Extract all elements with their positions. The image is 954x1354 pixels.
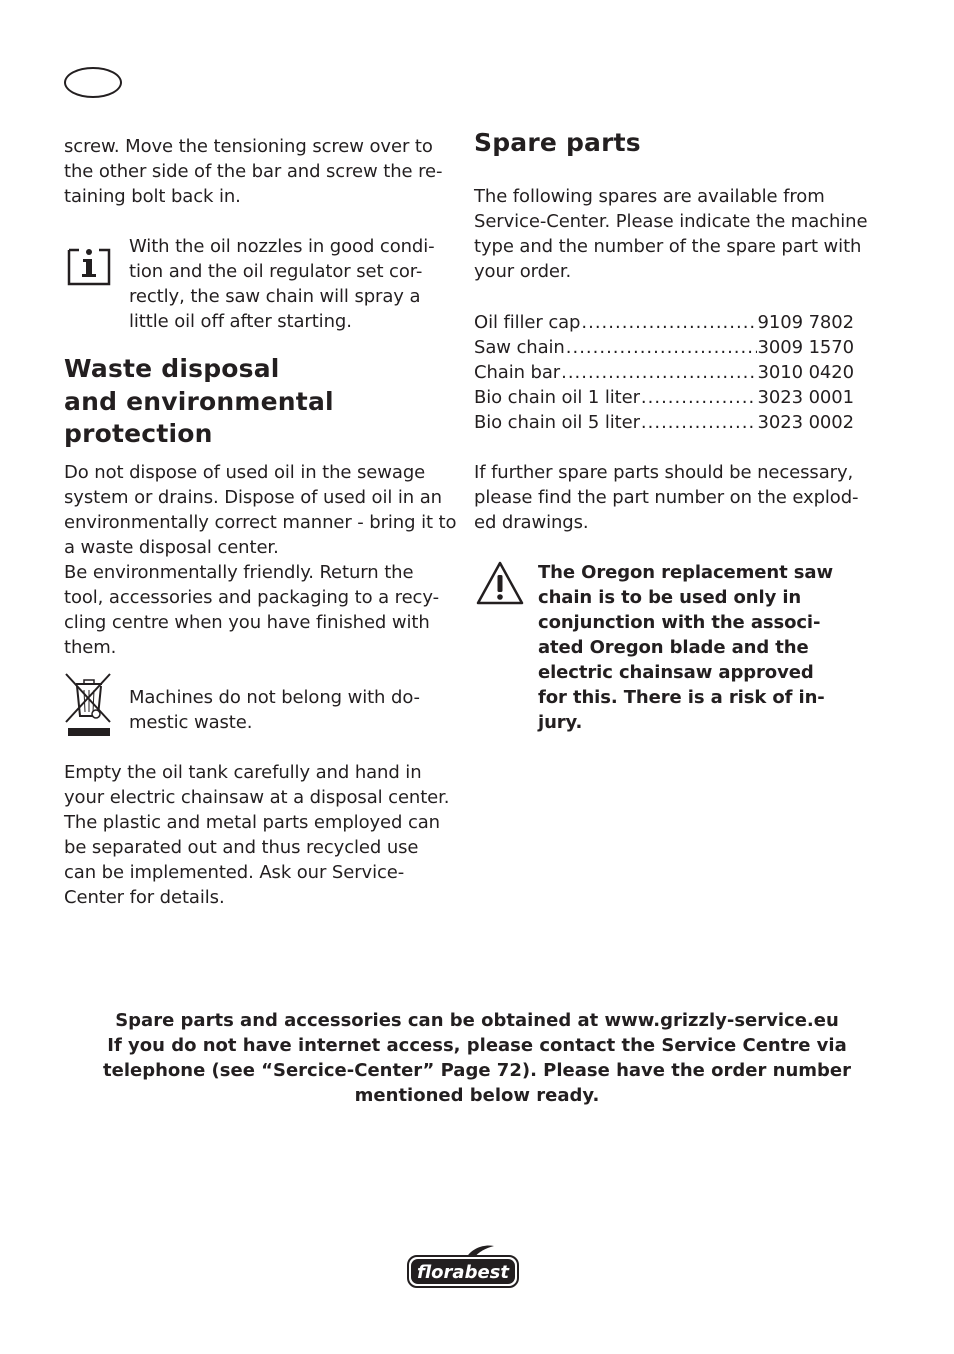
text-line: please find the part number on the explod- xyxy=(474,487,859,508)
heading-line: and environmental xyxy=(64,386,334,416)
leader-dots xyxy=(561,360,756,385)
text-line: mentioned below ready. xyxy=(354,1085,600,1106)
part-row xyxy=(474,410,854,435)
leader-dots xyxy=(566,335,757,360)
text-line: The Oregon replacement saw xyxy=(538,562,833,583)
text-line: electric chainsaw approved xyxy=(538,662,814,683)
text-line: telephone (see “Sercice-Center” Page 72). Please have the order number xyxy=(103,1060,851,1081)
part-name: Oil filler cap xyxy=(474,312,581,333)
text-line: system or drains. Dispose of used oil in an xyxy=(64,487,442,508)
text-line: them. xyxy=(64,637,117,658)
part-number: 3010 0420 xyxy=(757,362,854,383)
text-line: Spare parts and accessories can be obtained at www.grizzly-service.eu xyxy=(115,1010,839,1031)
language-badge xyxy=(64,67,122,98)
heading-line: Waste disposal xyxy=(64,354,280,383)
spare-parts-heading xyxy=(474,127,641,160)
weee-note xyxy=(129,685,420,735)
florabest-logo xyxy=(406,1244,520,1290)
part-row xyxy=(474,310,854,335)
ordering-note xyxy=(40,1008,914,1108)
leader-dots xyxy=(641,410,757,435)
text-line: ated Oregon blade and the xyxy=(538,637,809,658)
crossed-out-bin-icon xyxy=(64,672,114,738)
part-name: Bio chain oil 5 liter xyxy=(474,412,640,433)
text-line: ed drawings. xyxy=(474,512,589,533)
text-line: type and the number of the spare part with xyxy=(474,236,862,257)
text-line: mestic waste. xyxy=(129,712,253,733)
text-line: screw. Move the tensioning screw over to xyxy=(64,136,433,157)
text-line: the other side of the bar and screw the re- xyxy=(64,161,443,182)
text-line: little oil off after starting. xyxy=(129,311,352,332)
part-row xyxy=(474,385,854,410)
further-parts-paragraph xyxy=(474,460,858,535)
text-line: Center for details. xyxy=(64,887,225,908)
text-line: can be implemented. Ask our Service- xyxy=(64,862,405,883)
text-line: If you do not have internet access, please contact the Service Centre via xyxy=(107,1035,847,1056)
text-line: tool, accessories and packaging to a recy- xyxy=(64,587,439,608)
text-line: Do not dispose of used oil in the sewage xyxy=(64,462,426,483)
leader-dots xyxy=(581,310,756,335)
part-name: Bio chain oil 1 liter xyxy=(474,387,640,408)
empty-tank-paragraph xyxy=(64,760,449,910)
info-icon xyxy=(67,244,111,286)
text-line: for this. There is a risk of in- xyxy=(538,687,825,708)
text-line: a waste disposal center. xyxy=(64,537,279,558)
text-line: rectly, the saw chain will spray a xyxy=(129,286,421,307)
text-line: jury. xyxy=(538,712,583,733)
part-number: 3023 0002 xyxy=(757,412,854,433)
warning-note xyxy=(538,560,833,735)
waste-heading xyxy=(64,353,334,451)
logo-text: florabest xyxy=(417,1262,509,1283)
text-line: cling centre when you have finished with xyxy=(64,612,430,633)
text-line: tion and the oil regulator set cor- xyxy=(129,261,423,282)
part-row xyxy=(474,335,854,360)
waste-paragraph xyxy=(64,460,456,660)
part-name: Chain bar xyxy=(474,362,561,383)
text-line: If further spare parts should be necessary, xyxy=(474,462,854,483)
part-number: 9109 7802 xyxy=(757,312,854,333)
parts-list xyxy=(474,310,854,435)
text-line: be separated out and thus recycled use xyxy=(64,837,419,858)
text-line: chain is to be used only in xyxy=(538,587,802,608)
text-line: taining bolt back in. xyxy=(64,186,241,207)
heading-line: protection xyxy=(64,419,213,448)
spare-intro xyxy=(474,184,867,284)
text-line: Service-Center. Please indicate the machine xyxy=(474,211,868,232)
text-line: The following spares are available from xyxy=(474,186,825,207)
warning-triangle-icon xyxy=(476,560,524,606)
part-row xyxy=(474,360,854,385)
text-line: your order. xyxy=(474,261,572,282)
part-number: 3023 0001 xyxy=(757,387,854,408)
part-name: Saw chain xyxy=(474,337,565,358)
leader-dots xyxy=(641,385,757,410)
text-line: conjunction with the associ- xyxy=(538,612,821,633)
text-line: environmentally correct manner - bring it to xyxy=(64,512,457,533)
text-line: The plastic and metal parts employed can xyxy=(64,812,440,833)
text-line: Machines do not belong with do- xyxy=(129,687,420,708)
heading-line: Spare parts xyxy=(474,128,641,157)
text-line: your electric chainsaw at a disposal center. xyxy=(64,787,450,808)
text-line: With the oil nozzles in good condi- xyxy=(129,236,435,257)
intro-paragraph xyxy=(64,134,442,209)
text-line: Empty the oil tank carefully and hand in xyxy=(64,762,422,783)
text-line: Be environmentally friendly. Return the xyxy=(64,562,414,583)
info-note xyxy=(129,234,435,334)
part-number: 3009 1570 xyxy=(757,337,854,358)
